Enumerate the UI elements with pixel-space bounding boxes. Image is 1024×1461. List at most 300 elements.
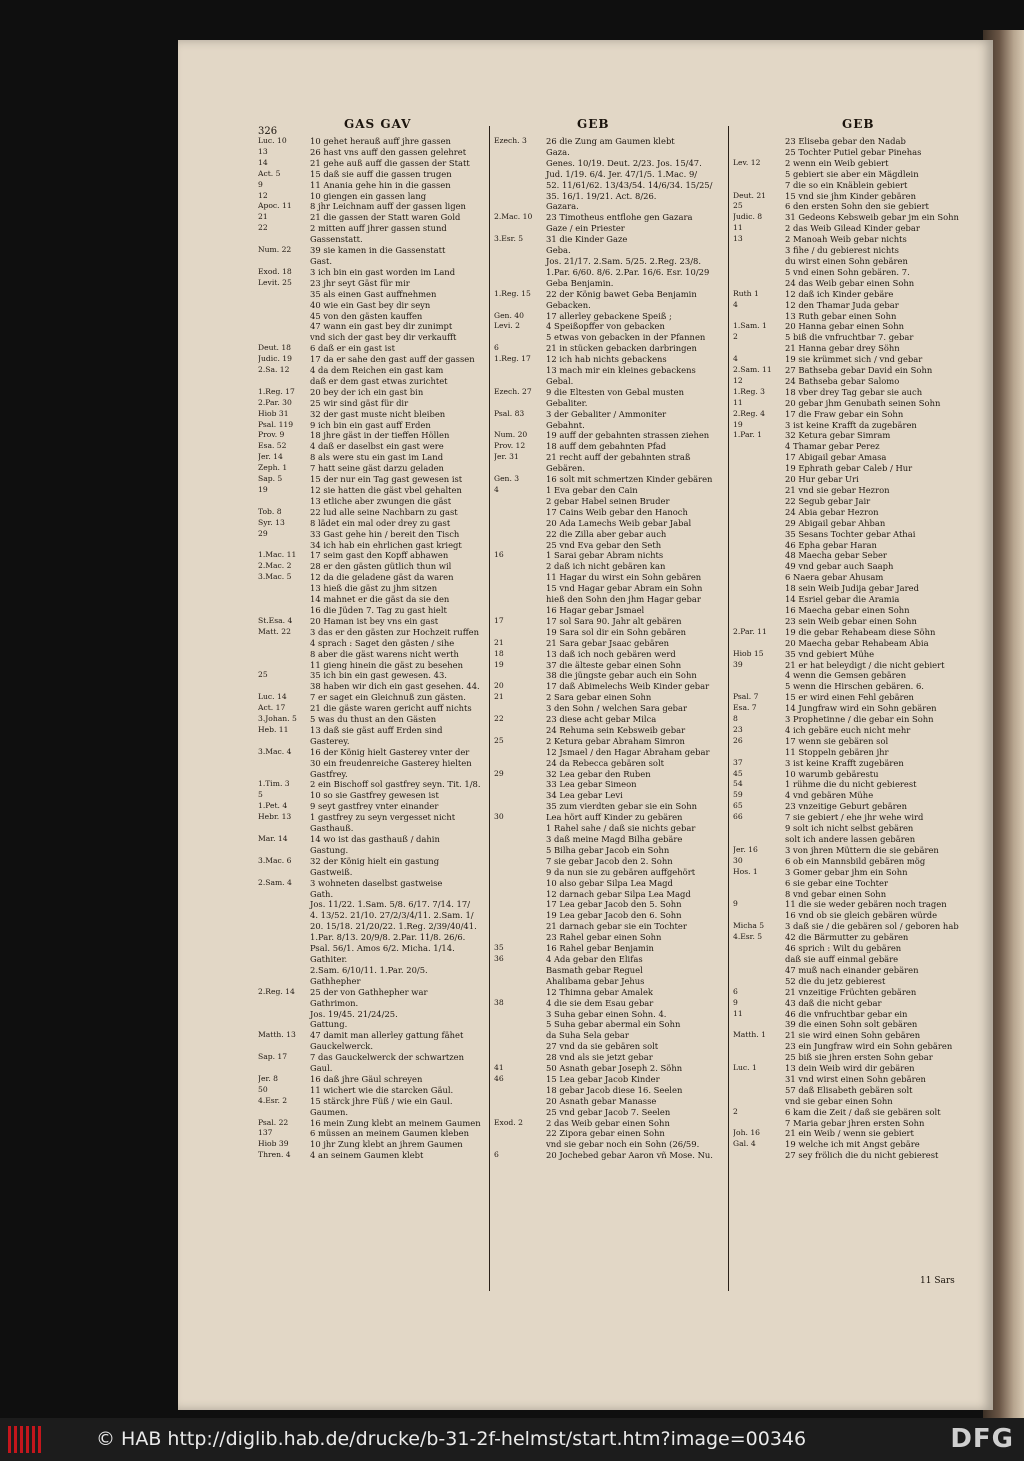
bible-reference: 2.Reg. 14 xyxy=(258,986,295,996)
index-entry xyxy=(733,932,983,943)
index-entry xyxy=(258,441,488,452)
index-entry xyxy=(258,256,488,267)
entry-text: 8 lädet ein mal oder drey zu gast xyxy=(310,517,451,528)
index-entry xyxy=(258,932,488,943)
index-entry xyxy=(494,223,726,234)
entry-text: 14 Jungfraw wird ein Sohn gebären xyxy=(785,703,937,714)
bible-reference: 1.Sam. 1 xyxy=(733,321,767,331)
index-entry xyxy=(258,779,488,790)
index-entry xyxy=(733,594,983,605)
column-header-1: GAS GAV xyxy=(344,117,412,131)
index-entry xyxy=(258,430,488,441)
bible-reference: 4.Esr. 5 xyxy=(733,932,763,942)
copyright-link[interactable]: © HAB http://diglib.hab.de/drucke/b-31-2f-helmst/start.htm?image=00346 xyxy=(96,1428,807,1450)
bible-reference: Sap. 5 xyxy=(258,474,283,484)
bible-reference: Matth. 13 xyxy=(258,1030,296,1040)
index-entry xyxy=(733,136,983,147)
entry-text: 9 da nun sie zu gebären auffgehört xyxy=(546,866,696,877)
entry-text: 12 Jsmael / den Hagar Abraham gebar xyxy=(546,746,710,757)
entry-text: 19 Lea gebar Jacob den 6. Sohn xyxy=(546,910,682,921)
entry-text: 13 dein Weib wird dir gebären xyxy=(785,1063,915,1074)
bible-reference: 41 xyxy=(494,1063,504,1073)
index-entry xyxy=(494,561,726,572)
bible-reference: 37 xyxy=(733,757,743,767)
entry-text: 20 Haman ist bey vns ein gast xyxy=(310,615,439,626)
entry-text: 25 biß sie jhren ersten Sohn gebar xyxy=(785,1052,933,1063)
index-entry xyxy=(258,769,488,780)
entry-text: 5 etwas von gebacken in der Pfannen xyxy=(546,332,706,343)
entry-text: 27 sey frölich die du nicht gebierest xyxy=(785,1150,939,1161)
entry-text: 39 die einen Sohn solt gebären xyxy=(785,1019,918,1030)
entry-text: 19 die gebar Rehabeam diese Söhn xyxy=(785,626,936,637)
entry-text: 23 vnzeitige Geburt gebären xyxy=(785,801,907,812)
bible-reference: 3.Esr. 5 xyxy=(494,234,524,244)
bible-reference: Gal. 4 xyxy=(733,1139,756,1149)
bible-reference xyxy=(733,180,785,191)
entry-text: 17 Abigail gebar Amasa xyxy=(785,452,887,463)
bible-reference: Deut. 18 xyxy=(258,343,292,353)
index-entry xyxy=(733,1009,983,1020)
bible-reference xyxy=(258,376,310,387)
index-entry xyxy=(494,1107,726,1118)
entry-text: Basmath gebar Reguel xyxy=(546,964,643,975)
entry-text: hieß den Sohn den jhm Hagar gebar xyxy=(546,594,701,605)
entry-text: 15 der nur ein Tag gast gewesen ist xyxy=(310,474,463,485)
index-entry xyxy=(733,191,983,202)
entry-text: 17 daß Abimelechs Weib Kinder gebar xyxy=(546,681,710,692)
entry-text: 11 Stoppeln gebären jhr xyxy=(785,746,889,757)
index-entry xyxy=(258,201,488,212)
bible-reference xyxy=(494,300,546,311)
index-entry xyxy=(494,256,726,267)
index-entry xyxy=(494,201,726,212)
bible-reference xyxy=(494,965,546,976)
entry-text: vnd sie gebar noch ein Sohn (26/59. xyxy=(546,1139,700,1150)
entry-text: du wirst einen Sohn gebären xyxy=(785,255,908,266)
bible-reference: 137 xyxy=(258,1128,273,1138)
entry-text: daß er dem gast etwas zurichtet xyxy=(310,375,448,386)
entry-text: 35 vnd gebiert Mühe xyxy=(785,648,875,659)
entry-text: 14 mahnet er die gäst da sie den xyxy=(310,594,450,605)
bible-reference xyxy=(258,1063,310,1074)
bible-reference xyxy=(733,540,785,551)
bible-reference xyxy=(258,1107,310,1118)
index-entry xyxy=(733,725,983,736)
index-entry xyxy=(258,681,488,692)
index-entry xyxy=(258,987,488,998)
index-entry xyxy=(733,256,983,267)
bible-reference: 59 xyxy=(733,790,743,800)
bible-reference xyxy=(494,845,546,856)
index-entry xyxy=(733,158,983,169)
bible-reference xyxy=(494,158,546,169)
entry-text: 23 Rahel gebar einen Sohn xyxy=(546,932,662,943)
bible-reference xyxy=(733,343,785,354)
bible-reference: 2.Mac. 10 xyxy=(494,212,533,222)
index-entry xyxy=(733,681,983,692)
bible-reference: 1.Reg. 15 xyxy=(494,288,531,298)
index-entry xyxy=(494,1063,726,1074)
bible-reference xyxy=(258,889,310,900)
bible-reference xyxy=(733,169,785,180)
bible-reference xyxy=(258,605,310,616)
index-entry xyxy=(494,518,726,529)
index-entry xyxy=(733,867,983,878)
index-entry xyxy=(258,245,488,256)
entry-text: 17 sol Sara 90. Jahr alt gebären xyxy=(546,615,682,626)
entry-text: 7 sie gebiert / ehe jhr wehe wird xyxy=(785,812,924,823)
bible-reference xyxy=(494,703,546,714)
index-entry xyxy=(494,638,726,649)
index-entry xyxy=(733,463,983,474)
bible-reference: 46 xyxy=(494,1073,504,1083)
index-entry xyxy=(733,430,983,441)
entry-text: Gaumen. xyxy=(310,1106,349,1117)
bible-reference xyxy=(258,845,310,856)
hab-logo-icon xyxy=(8,1426,46,1453)
entry-text: 16 daß jhre Gäul schreyen xyxy=(310,1073,423,1084)
bible-reference xyxy=(258,321,310,332)
entry-text: 3 fihe / du gebierest nichts xyxy=(785,245,899,256)
index-entry xyxy=(258,1052,488,1063)
entry-text: 2 Sara gebar einen Sohn xyxy=(546,692,652,703)
entry-text: 9 solt ich nicht selbst gebären xyxy=(785,823,914,834)
index-entry xyxy=(258,845,488,856)
entry-text: 17 allerley gebackene Speiß ; xyxy=(546,310,672,321)
bible-reference xyxy=(494,889,546,900)
entry-text: 11 wichert wie die starcken Gäul. xyxy=(310,1084,454,1095)
entry-text: 24 Rehuma sein Kebsweib gebar xyxy=(546,724,686,735)
entry-text: 52. 11/61/62. 13/43/54. 14/6/34. 15/25/ xyxy=(546,179,713,190)
index-entry xyxy=(733,954,983,965)
bible-reference: Num. 20 xyxy=(494,430,528,440)
index-entry xyxy=(733,921,983,932)
bible-reference xyxy=(258,998,310,1009)
bible-reference: St.Esa. 4 xyxy=(258,615,293,625)
bible-reference: 12 xyxy=(258,190,268,200)
index-entry xyxy=(733,1150,983,1161)
index-entry xyxy=(494,1009,726,1020)
entry-text: 5 biß die vnfruchtbar 7. gebar xyxy=(785,332,914,343)
index-entry xyxy=(494,474,726,485)
bible-reference xyxy=(258,932,310,943)
entry-text: 16 vnd ob sie gleich gebären würde xyxy=(785,910,938,921)
bible-reference: 2.Mac. 2 xyxy=(258,561,292,571)
entry-text: 3 von jhren Müttern die sie gebären xyxy=(785,844,939,855)
entry-text: Gauckelwerck. xyxy=(310,1041,374,1052)
index-entry xyxy=(258,1019,488,1030)
index-entry xyxy=(258,594,488,605)
index-entry xyxy=(494,758,726,769)
bible-reference: Prov. 12 xyxy=(494,441,526,451)
bible-reference: 1.Reg. 3 xyxy=(733,386,765,396)
bible-reference xyxy=(258,300,310,311)
index-entry xyxy=(494,1085,726,1096)
bible-reference: 26 xyxy=(733,735,743,745)
entry-text: 19 auff der gebahnten strassen ziehen xyxy=(546,430,710,441)
bible-reference xyxy=(733,1150,785,1161)
entry-text: 34 Lea gebar Levi xyxy=(546,790,623,801)
bible-reference xyxy=(733,529,785,540)
index-entry xyxy=(494,430,726,441)
entry-text: 3 das er den gästen zur Hochzeit ruffen xyxy=(310,626,480,637)
index-entry xyxy=(494,703,726,714)
index-entry xyxy=(258,627,488,638)
entry-text: 3 Prophetinne / die gebar ein Sohn xyxy=(785,714,934,725)
index-entry xyxy=(494,1030,726,1041)
bible-reference: Psal. 83 xyxy=(494,408,525,418)
bible-reference: Matth. 1 xyxy=(733,1030,766,1040)
index-entry xyxy=(733,889,983,900)
index-entry xyxy=(258,747,488,758)
bible-reference xyxy=(494,987,546,998)
index-entry xyxy=(733,332,983,343)
bible-reference xyxy=(494,823,546,834)
viewer-footer xyxy=(0,1418,1024,1461)
entry-text: Ahalibama gebar Jehus xyxy=(546,975,645,986)
bible-reference xyxy=(494,507,546,518)
entry-text: 21 die gäste waren gericht auff nichts xyxy=(310,703,472,714)
bible-reference xyxy=(494,932,546,943)
index-entry xyxy=(733,638,983,649)
index-entry xyxy=(258,343,488,354)
index-entry xyxy=(494,398,726,409)
entry-text: 10 warumb gebärestu xyxy=(785,768,879,779)
bible-reference: Exod. 18 xyxy=(258,266,292,276)
index-column-3 xyxy=(733,136,983,1286)
bible-reference xyxy=(258,660,310,671)
bible-reference xyxy=(494,867,546,878)
index-entry xyxy=(494,136,726,147)
bible-reference xyxy=(494,223,546,234)
bible-reference xyxy=(258,954,310,965)
index-entry xyxy=(733,180,983,191)
entry-text: 13 daß sie gäst auff Erden sind xyxy=(310,724,443,735)
entry-text: 6 müssen an meinem Gaumen kleben xyxy=(310,1128,469,1139)
index-entry xyxy=(258,518,488,529)
bible-reference xyxy=(258,496,310,507)
index-entry xyxy=(494,354,726,365)
entry-text: Gath. xyxy=(310,888,334,899)
bible-reference xyxy=(733,550,785,561)
entry-text: 11 Anania gehe hin in die gassen xyxy=(310,179,451,190)
bible-reference: 12 xyxy=(733,375,743,385)
bible-reference: Act. 5 xyxy=(258,168,281,178)
bible-reference xyxy=(733,747,785,758)
bible-reference xyxy=(258,638,310,649)
index-entry xyxy=(733,747,983,758)
bible-reference xyxy=(733,136,785,147)
bible-reference: Luc. 10 xyxy=(258,136,287,145)
index-entry xyxy=(258,910,488,921)
bible-reference: Lev. 12 xyxy=(733,157,761,167)
bible-reference: 54 xyxy=(733,779,743,789)
entry-text: 18 jhre gäst in der tieffen Höllen xyxy=(310,430,450,441)
bible-reference: 21 xyxy=(494,692,504,702)
index-entry xyxy=(258,550,488,561)
entry-text: 17 da er sahe den gast auff der gassen xyxy=(310,354,475,365)
bible-reference xyxy=(494,180,546,191)
bible-reference xyxy=(494,801,546,812)
entry-text: 12 sie hatten die gäst vbel gehalten xyxy=(310,485,462,495)
index-column-2 xyxy=(494,136,726,1286)
entry-text: 2 gebar Habel seinen Bruder xyxy=(546,495,670,506)
index-entry xyxy=(258,474,488,485)
bible-reference: 2.Par. 11 xyxy=(733,626,767,636)
entry-text: 7 hatt seine gäst darzu geladen xyxy=(310,463,444,474)
bible-reference xyxy=(494,834,546,845)
index-entry xyxy=(494,769,726,780)
index-entry xyxy=(258,583,488,594)
index-entry xyxy=(494,343,726,354)
bible-reference: Mar. 14 xyxy=(258,834,288,843)
bible-reference xyxy=(258,910,310,921)
bible-reference xyxy=(494,605,546,616)
bible-reference xyxy=(733,278,785,289)
bible-reference: Exod. 2 xyxy=(494,1117,523,1127)
index-entry xyxy=(258,387,488,398)
bible-reference: Heb. 11 xyxy=(258,724,289,734)
entry-text: 9 die Eltesten von Gebal musten xyxy=(546,386,684,397)
index-entry xyxy=(494,692,726,703)
entry-text: Gathrimon. xyxy=(310,997,359,1008)
bible-reference: Ezech. 27 xyxy=(494,386,532,396)
bible-reference xyxy=(494,921,546,932)
entry-text: 8 als were stu ein gast im Land xyxy=(310,452,444,463)
entry-text: 21 er hat beleydigt / die nicht gebiert xyxy=(785,659,945,670)
entry-text: Gathhepher xyxy=(310,975,361,986)
entry-text: 33 Lea gebar Simeon xyxy=(546,779,637,790)
index-entry xyxy=(258,398,488,409)
bible-reference xyxy=(733,245,785,256)
bible-reference: 65 xyxy=(733,801,743,811)
entry-text: 11 gieng hinein die gäst zu besehen xyxy=(310,659,464,670)
index-entry xyxy=(258,1009,488,1020)
entry-text: 17 Lea gebar Jacob den 5. Sohn xyxy=(546,899,682,910)
index-entry xyxy=(258,605,488,616)
entry-text: 35. 16/1. 19/21. Act. 8/26. xyxy=(546,190,657,201)
bible-reference: Gen. 3 xyxy=(494,474,520,484)
index-column-1 xyxy=(258,136,488,1286)
entry-text: 6 ob ein Mannsbild gebären mög xyxy=(785,855,926,866)
index-entry xyxy=(733,987,983,998)
index-entry xyxy=(494,605,726,616)
bible-reference: 8 xyxy=(733,714,738,724)
entry-text: 26 die Zung am Gaumen klebt xyxy=(546,136,675,146)
index-entry xyxy=(733,703,983,714)
entry-text: 20 bey der ich ein gast bin xyxy=(310,386,424,397)
index-entry xyxy=(258,300,488,311)
index-entry xyxy=(494,878,726,889)
bible-reference: Ezech. 3 xyxy=(494,136,527,145)
index-entry xyxy=(494,998,726,1009)
bible-reference xyxy=(494,561,546,572)
entry-text: 18 auff dem gebahnten Pfad xyxy=(546,441,667,452)
bible-reference xyxy=(733,485,785,496)
index-entry xyxy=(258,670,488,681)
bible-reference xyxy=(258,583,310,594)
bible-reference: 17 xyxy=(494,615,504,625)
index-entry xyxy=(494,267,726,278)
index-entry xyxy=(733,943,983,954)
index-entry xyxy=(258,790,488,801)
index-entry xyxy=(494,779,726,790)
index-entry xyxy=(733,878,983,889)
entry-text: 4 Ada gebar den Elifas xyxy=(546,953,643,964)
index-entry xyxy=(733,812,983,823)
index-entry xyxy=(494,212,726,223)
entry-text: 15 er wird einen Fehl gebären xyxy=(785,692,914,703)
bible-reference: Syr. 13 xyxy=(258,517,285,527)
index-entry xyxy=(494,463,726,474)
index-entry xyxy=(258,529,488,540)
index-entry xyxy=(494,507,726,518)
index-entry xyxy=(258,998,488,1009)
index-entry xyxy=(494,572,726,583)
bible-reference xyxy=(494,518,546,529)
entry-text: 20. 15/18. 21/20/22. 1.Reg. 2/39/40/41. xyxy=(310,921,477,932)
bible-reference xyxy=(494,201,546,212)
index-entry xyxy=(258,976,488,987)
catchword: 11 Sars xyxy=(920,1276,955,1286)
entry-text: Gaul. xyxy=(310,1063,333,1074)
index-entry xyxy=(733,758,983,769)
bible-reference xyxy=(733,594,785,605)
entry-text: Gebaliter. xyxy=(546,397,588,408)
entry-text: 16 Hagar gebar Jsmael xyxy=(546,604,645,615)
entry-text: 14 wo ist das gasthauß / dahin xyxy=(310,834,440,844)
index-entry xyxy=(733,452,983,463)
bible-reference xyxy=(494,627,546,638)
entry-text: 19 welche ich mit Angst gebäre xyxy=(785,1139,920,1150)
index-entry xyxy=(258,1118,488,1129)
bible-reference xyxy=(733,823,785,834)
bible-reference: 2.Sa. 12 xyxy=(258,365,290,375)
bible-reference: Matt. 22 xyxy=(258,626,291,636)
entry-text: 46 die vnfruchtbar gebar ein xyxy=(785,1008,908,1019)
index-entry xyxy=(733,998,983,1009)
entry-text: 5 was du thust an den Gästen xyxy=(310,714,437,725)
index-entry xyxy=(494,321,726,332)
entry-text: Gebacken. xyxy=(546,299,591,310)
bible-reference xyxy=(494,1128,546,1139)
entry-text: 2 das Weib Gilead Kinder gebar xyxy=(785,223,920,234)
index-entry xyxy=(733,692,983,703)
bible-reference xyxy=(494,463,546,474)
bible-reference xyxy=(494,420,546,431)
entry-text: vnd sich der gast bey dir verkaufft xyxy=(310,332,457,343)
entry-text: 22 Segub gebar Jair xyxy=(785,495,871,506)
entry-text: 21 die gassen der Statt waren Gold xyxy=(310,212,461,223)
index-entry xyxy=(258,496,488,507)
bible-reference: 4 xyxy=(733,299,738,309)
bible-reference xyxy=(733,1118,785,1129)
index-entry xyxy=(494,627,726,638)
index-entry xyxy=(258,1085,488,1096)
bible-reference: 66 xyxy=(733,812,743,822)
index-entry xyxy=(494,790,726,801)
bible-reference xyxy=(494,779,546,790)
index-entry xyxy=(494,300,726,311)
bible-reference xyxy=(258,943,310,954)
bible-reference xyxy=(494,1096,546,1107)
bible-reference xyxy=(494,1009,546,1020)
index-entry xyxy=(494,649,726,660)
index-entry xyxy=(733,540,983,551)
index-entry xyxy=(733,1085,983,1096)
bible-reference xyxy=(494,1052,546,1063)
index-entry xyxy=(494,845,726,856)
